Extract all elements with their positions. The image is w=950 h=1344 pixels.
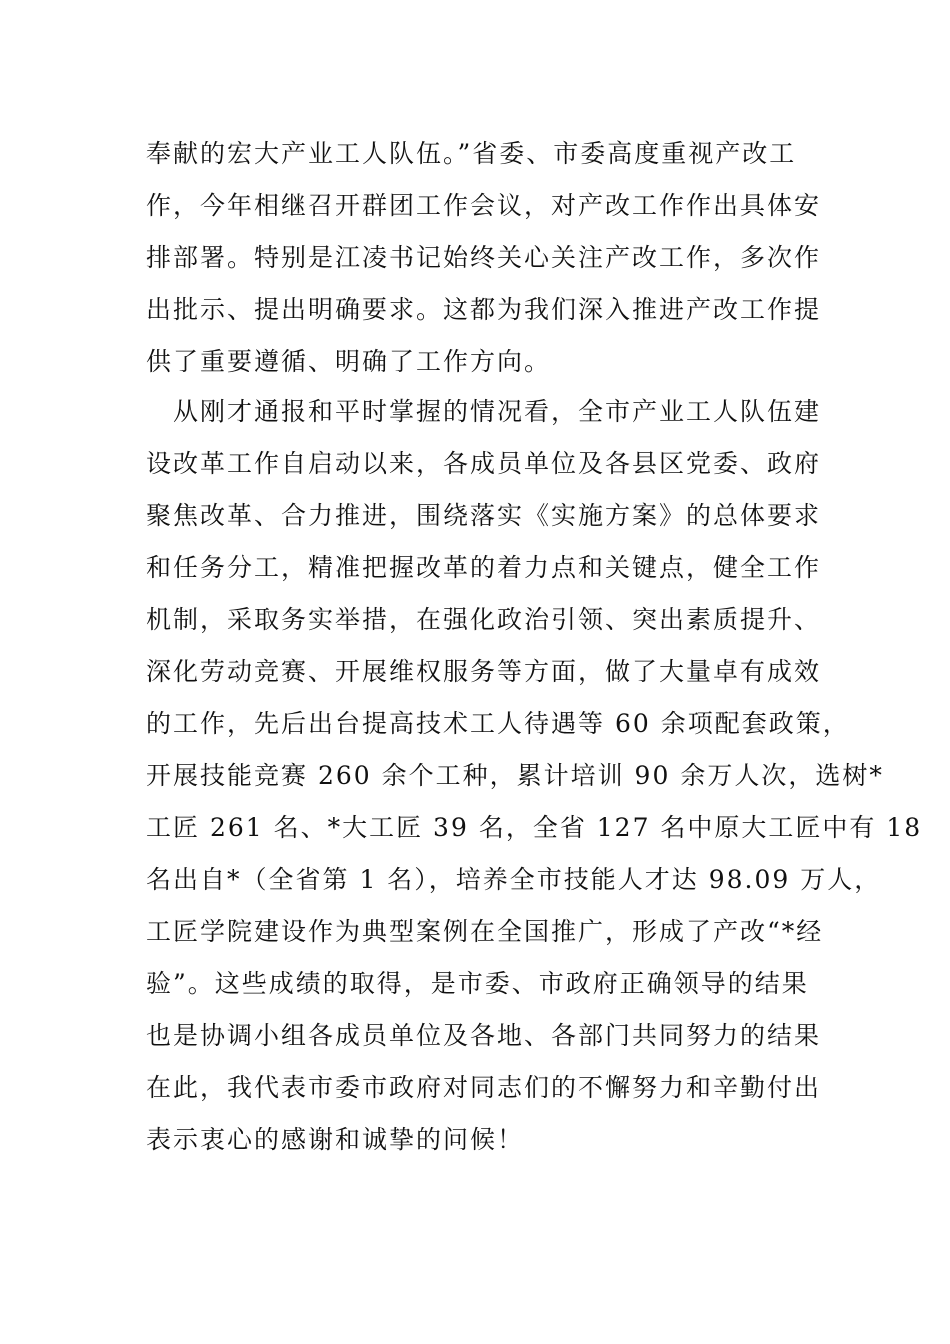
text-line: 聚焦改革、合力推进，围绕落实《实施方案》的总体要求: [146, 501, 822, 530]
text-line: 的工作，先后出台提高技术工人待遇等 60 余项配套政策，: [146, 709, 850, 738]
text-line: 设改革工作自启动以来，各成员单位及各县区党委、政府: [146, 449, 822, 478]
text-line: 排部署。特别是江凌书记始终关心关注产改工作，多次作: [146, 243, 822, 272]
text-line: 开展技能竞赛 260 余个工种，累计培训 90 余万人次，选树*: [146, 761, 884, 790]
text-line: 奉献的宏大产业工人队伍。”省委、市委高度重视产改工: [146, 139, 797, 168]
text-line: 名出自*（全省第 1 名），培养全市技能人才达 98.09 万人，: [146, 865, 882, 894]
text-line: 从刚才通报和平时掌握的情况看，全市产业工人队伍建: [146, 397, 822, 426]
text-line: 也是协调小组各成员单位及各地、各部门共同努力的结果: [146, 1021, 822, 1050]
text-line: 表示衷心的感谢和诚挚的问候！: [146, 1125, 525, 1154]
text-line: 深化劳动竞赛、开展维权服务等方面，做了大量卓有成效: [146, 657, 822, 686]
text-line: 机制，采取务实举措，在强化政治引领、突出素质提升、: [146, 605, 822, 634]
text-line: 验”。这些成绩的取得，是市委、市政府正确领导的结果: [146, 969, 809, 998]
text-line: 和任务分工，精准把握改革的着力点和关键点，健全工作: [146, 553, 822, 582]
text-line: 工匠 261 名、*大工匠 39 名，全省 127 名中原大工匠中有 18: [146, 813, 923, 842]
text-line: 在此，我代表市委市政府对同志们的不懈努力和辛勤付出: [146, 1073, 822, 1102]
paragraph-2: [146, 386, 923, 1166]
paragraph-1: [146, 128, 836, 388]
text-line: 作，今年相继召开群团工作会议，对产改工作作出具体安: [146, 191, 822, 220]
text-line: 供了重要遵循、明确了工作方向。: [146, 347, 552, 376]
text-line: 工匠学院建设作为典型案例在全国推广，形成了产改“*经: [146, 917, 824, 946]
text-line: 出批示、提出明确要求。这都为我们深入推进产改工作提: [146, 295, 822, 324]
